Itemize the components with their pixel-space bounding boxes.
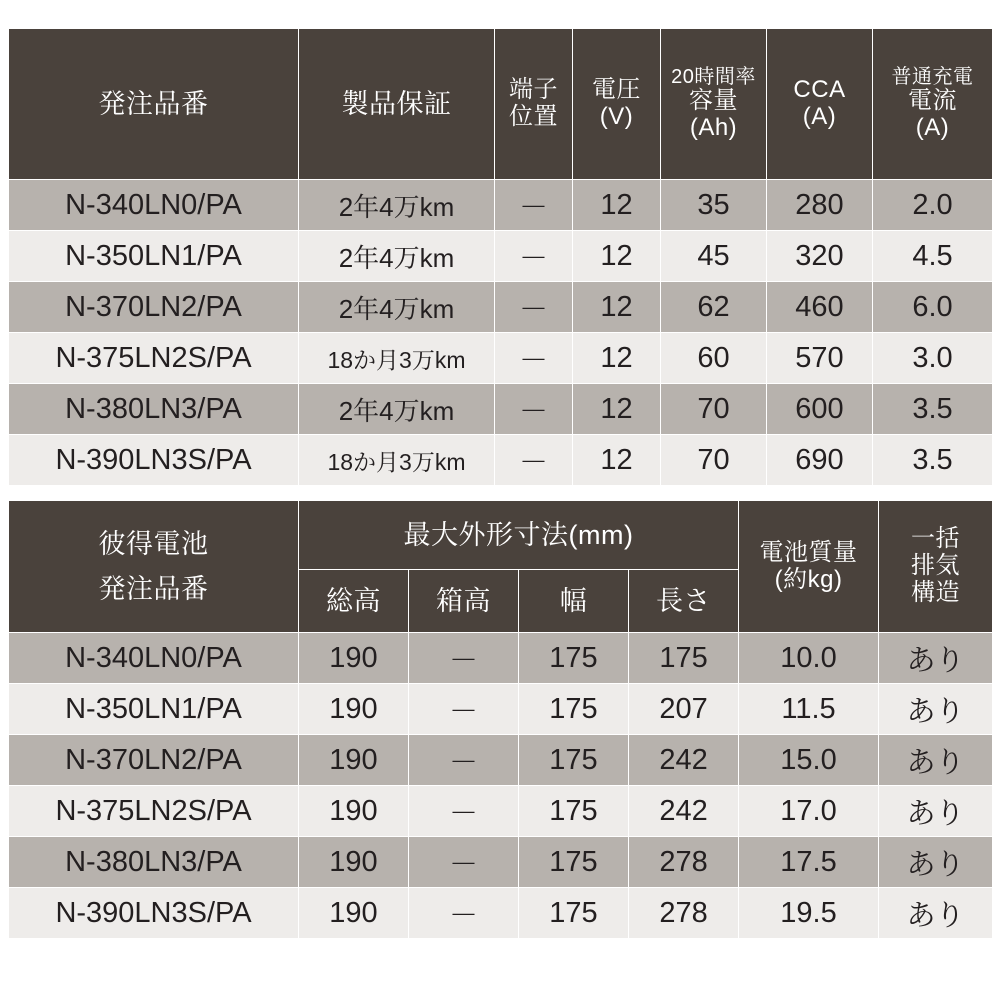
cell-terminal: － [495,435,573,486]
header-brand-model [9,501,299,633]
cell-model: N-340LN0/PA [9,180,299,231]
cell-exhaust: あり [879,735,993,786]
table-row [9,837,993,888]
cell-terminal: － [495,282,573,333]
cell-mass: 19.5 [739,888,879,939]
cell-box-height: － [409,633,519,684]
cell-capacity: 60 [661,333,767,384]
header-voltage [573,29,661,180]
cell-total-height: 190 [299,633,409,684]
cell-voltage: 12 [573,333,661,384]
cell-warranty: 2年4万km [299,384,495,435]
cell-mass: 15.0 [739,735,879,786]
table-row [9,735,993,786]
brand-name: 彼得電池 [98,528,209,559]
header-capacity-line1: 20時間率 [671,65,756,88]
table-row [9,684,993,735]
header-mass-line2: (約kg) [774,565,843,593]
header-capacity-line2: 容量 [689,87,738,115]
cell-mass: 17.5 [739,837,879,888]
cell-mass: 10.0 [739,633,879,684]
header-terminal-line2: 位置 [509,103,558,130]
cell-width: 175 [519,633,629,684]
cell-charge: 3.5 [873,384,993,435]
header-charge-line2: 電流 [908,87,957,115]
cell-model: N-390LN3S/PA [9,888,299,939]
header-exhaust [879,501,993,633]
cell-voltage: 12 [573,231,661,282]
cell-exhaust: あり [879,837,993,888]
header-cca-line1: CCA [793,76,846,104]
cell-length: 207 [629,684,739,735]
cell-warranty: 2年4万km [299,282,495,333]
cell-voltage: 12 [573,435,661,486]
header-cca-line2: (A) [802,103,837,130]
cell-warranty: 2年4万km [299,231,495,282]
header-voltage-line2: (V) [599,103,634,130]
header-capacity [661,29,767,180]
header-mass-line1: 電池質量 [759,538,858,566]
header-exhaust-line1: 一括 [911,525,961,553]
header-dimensions: 最大外形寸法(mm) [299,501,739,570]
cell-width: 175 [519,735,629,786]
cell-mass: 11.5 [739,684,879,735]
header-terminal-position [495,29,573,180]
cell-box-height: － [409,735,519,786]
header-voltage-line1: 電圧 [592,76,641,104]
cell-voltage: 12 [573,180,661,231]
cell-charge: 6.0 [873,282,993,333]
header-cca [767,29,873,180]
cell-model: N-380LN3/PA [9,384,299,435]
cell-exhaust: あり [879,633,993,684]
cell-terminal: － [495,231,573,282]
header-charge-line1: 普通充電 [891,65,974,88]
specs-table-dimensions [8,500,993,939]
header-warranty: 製品保証 [299,29,495,180]
cell-box-height: － [409,888,519,939]
cell-total-height: 190 [299,888,409,939]
cell-cca: 320 [767,231,873,282]
cell-cca: 570 [767,333,873,384]
table-row [9,786,993,837]
cell-model: N-375LN2S/PA [9,333,299,384]
cell-terminal: － [495,180,573,231]
header-model: 発注品番 [9,29,299,180]
cell-charge: 3.5 [873,435,993,486]
cell-charge: 3.0 [873,333,993,384]
cell-length: 242 [629,786,739,837]
cell-length: 175 [629,633,739,684]
table1-body [9,180,993,486]
cell-model: N-375LN2S/PA [9,786,299,837]
cell-voltage: 12 [573,282,661,333]
header-length: 長さ [629,570,739,633]
cell-exhaust: あり [879,888,993,939]
table-row [9,633,993,684]
table-row [9,282,993,333]
header-mass [739,501,879,633]
cell-length: 278 [629,837,739,888]
cell-box-height: － [409,786,519,837]
cell-terminal: － [495,333,573,384]
cell-box-height: － [409,684,519,735]
cell-warranty: 18か月3万km [299,435,495,486]
cell-mass: 17.0 [739,786,879,837]
cell-capacity: 35 [661,180,767,231]
table-row [9,384,993,435]
cell-box-height: － [409,837,519,888]
table2-body [9,633,993,939]
cell-total-height: 190 [299,684,409,735]
table-row [9,180,993,231]
header-exhaust-line3: 構造 [911,578,961,606]
cell-cca: 280 [767,180,873,231]
cell-warranty: 2年4万km [299,180,495,231]
specs-table-electrical [8,28,993,486]
cell-exhaust: あり [879,786,993,837]
cell-cca: 600 [767,384,873,435]
cell-voltage: 12 [573,384,661,435]
cell-cca: 460 [767,282,873,333]
table2-header [9,501,993,633]
header-box-height: 箱高 [409,570,519,633]
header-capacity-line3: (Ah) [689,114,738,142]
cell-capacity: 70 [661,435,767,486]
cell-width: 175 [519,684,629,735]
cell-model: N-380LN3/PA [9,837,299,888]
cell-model: N-350LN1/PA [9,231,299,282]
table-row [9,435,993,486]
cell-capacity: 70 [661,384,767,435]
header-total-height: 総高 [299,570,409,633]
cell-total-height: 190 [299,837,409,888]
table-row [9,231,993,282]
header-terminal-line1: 端子 [509,76,558,104]
cell-capacity: 62 [661,282,767,333]
cell-total-height: 190 [299,786,409,837]
header-charge-line3: (A) [915,114,950,142]
table-row [9,333,993,384]
cell-terminal: － [495,384,573,435]
cell-model: N-370LN2/PA [9,282,299,333]
cell-length: 242 [629,735,739,786]
cell-width: 175 [519,837,629,888]
header-exhaust-line2: 排気 [911,552,961,580]
cell-charge: 4.5 [873,231,993,282]
cell-warranty: 18か月3万km [299,333,495,384]
cell-model: N-350LN1/PA [9,684,299,735]
cell-model: N-340LN0/PA [9,633,299,684]
table-row [9,888,993,939]
cell-model: N-370LN2/PA [9,735,299,786]
cell-capacity: 45 [661,231,767,282]
table1-header [9,29,993,180]
cell-length: 278 [629,888,739,939]
cell-width: 175 [519,786,629,837]
cell-exhaust: あり [879,684,993,735]
cell-width: 175 [519,888,629,939]
header-width: 幅 [519,570,629,633]
cell-charge: 2.0 [873,180,993,231]
header-charge-current [873,29,993,180]
header-model: 発注品番 [98,573,209,604]
cell-cca: 690 [767,435,873,486]
cell-total-height: 190 [299,735,409,786]
cell-model: N-390LN3S/PA [9,435,299,486]
